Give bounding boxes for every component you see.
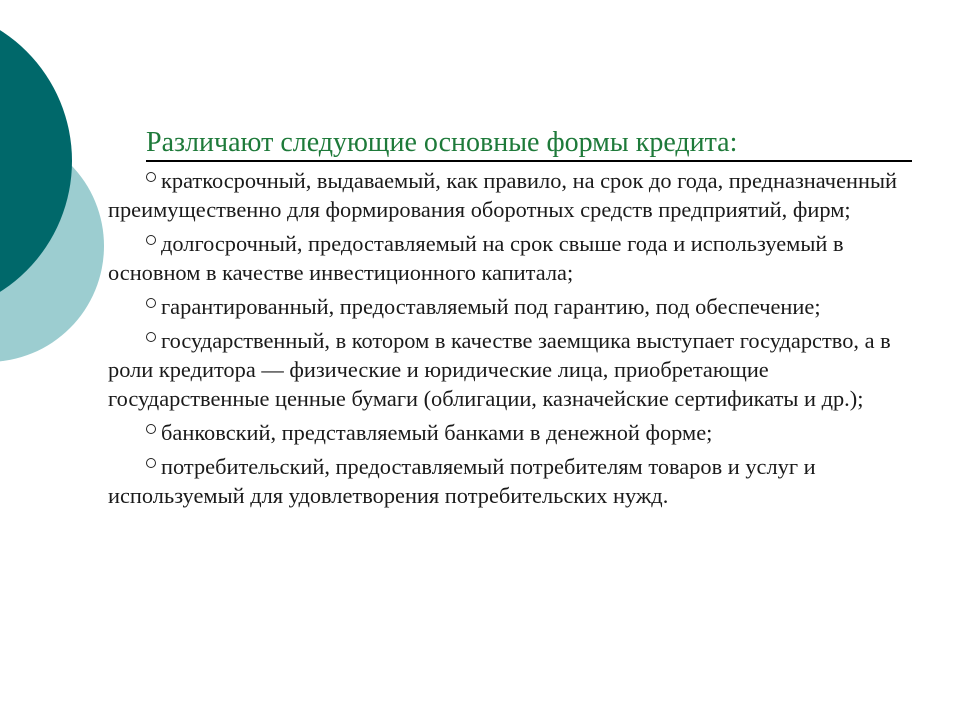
bullet-text: потребительский, предоставляемый потребителям товаров и услуг и используемый для удовлетворения потребительских нужд. [108, 454, 816, 508]
hollow-circle-bullet-icon [146, 424, 156, 434]
bullet-text: краткосрочный, выдаваемый, как правило, на срок до года, предназначенный преимущественно для формирования оборотных средств предприятий, фирм; [108, 168, 898, 222]
hollow-circle-bullet-icon [146, 298, 156, 308]
bullet-text: банковский, представляемый банками в денежной форме; [161, 420, 713, 445]
bullet-item [108, 229, 932, 287]
bullet-item [108, 452, 932, 510]
bullet-item [108, 418, 932, 447]
bullet-text: гарантированный, предоставляемый под гарантию, под обеспечение; [161, 294, 821, 319]
bullet-text: государственный, в котором в качестве заемщика выступает государство, а в роли кредитора — физические и юридические лица, приобретающие государственные ценные бумаги (облигации, казначейские сертификаты и др.); [108, 328, 891, 411]
bullet-item [108, 292, 932, 321]
hollow-circle-bullet-icon [146, 172, 156, 182]
hollow-circle-bullet-icon [146, 235, 156, 245]
bullet-item [108, 326, 932, 413]
bullet-text: долгосрочный, предоставляемый на срок свыше года и используемый в основном в качестве инвестиционного капитала; [108, 231, 844, 285]
slide-title: Различают следующие основные формы кредита: [146, 126, 912, 162]
hollow-circle-bullet-icon [146, 458, 156, 468]
hollow-circle-bullet-icon [146, 332, 156, 342]
bullet-list [108, 166, 932, 515]
bullet-item [108, 166, 932, 224]
